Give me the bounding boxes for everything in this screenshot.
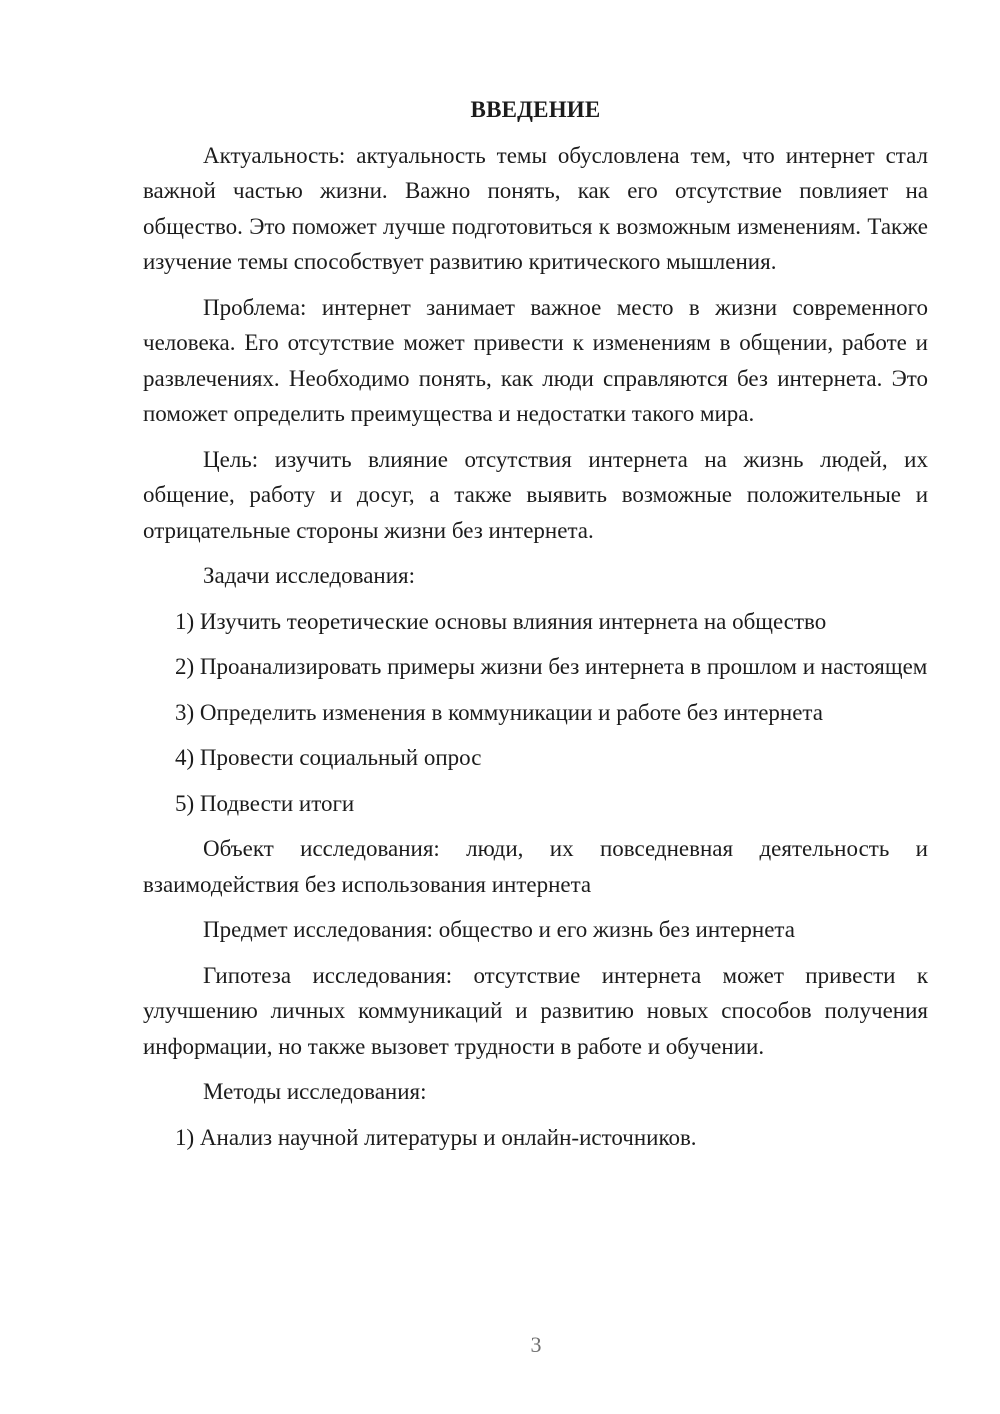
task-item-2: 2) Проанализировать примеры жизни без интернета в прошлом и настоящем	[175, 654, 928, 679]
task-item-4: 4) Провести социальный опрос	[175, 745, 482, 770]
section-heading: ВВЕДЕНИЕ	[470, 97, 601, 122]
paragraph-hypothesis: Гипотеза исследования: отсутствие интернета может привести к улучшению личных коммуникаций и развитию новых способов получения информации, но также вызовет трудности в работе и обучении.	[143, 962, 928, 1059]
paragraph-object: Объект исследования: люди, их повседневная деятельность и взаимодействия без использования интернета	[143, 836, 928, 897]
page-number: 3	[530, 1332, 542, 1357]
paragraph-relevance: Актуальность: актуальность темы обусловлена тем, что интернет стал важной частью жизни. Важно понять, как его отсутствие повлияет на общество. Это поможет лучше подготовиться к возможным изменениям. Также изучение темы способствует развитию критического мышления.	[143, 142, 928, 274]
task-item-5: 5) Подвести итоги	[175, 790, 355, 816]
paragraph-subject: Предмет исследования: общество и его жизнь без интернета	[203, 917, 795, 942]
paragraph-goal: Цель: изучить влияние отсутствия интернета на жизнь людей, их общение, работу и досуг, а также выявить возможные положительные и отрицательные стороны жизни без интернета.	[143, 446, 928, 543]
paragraph-methods-title: Методы исследования:	[203, 1079, 427, 1104]
paragraph-tasks-title: Задачи исследования:	[203, 563, 416, 588]
task-item-3: 3) Определить изменения в коммуникации и работе без интернета	[175, 699, 823, 725]
task-item-1: 1) Изучить теоретические основы влияния интернета на общество	[175, 608, 827, 634]
paragraph-problem: Проблема: интернет занимает важное место в жизни современного человека. Его отсутствие может привести к изменениям в общении, работе и развлечениях. Необходимо понять, как люди справляются без интернета. Это поможет определить преимущества и недостатки такого мира.	[143, 294, 928, 426]
method-item-1: 1) Анализ научной литературы и онлайн-источников.	[175, 1124, 697, 1150]
page-content	[143, 92, 928, 1165]
